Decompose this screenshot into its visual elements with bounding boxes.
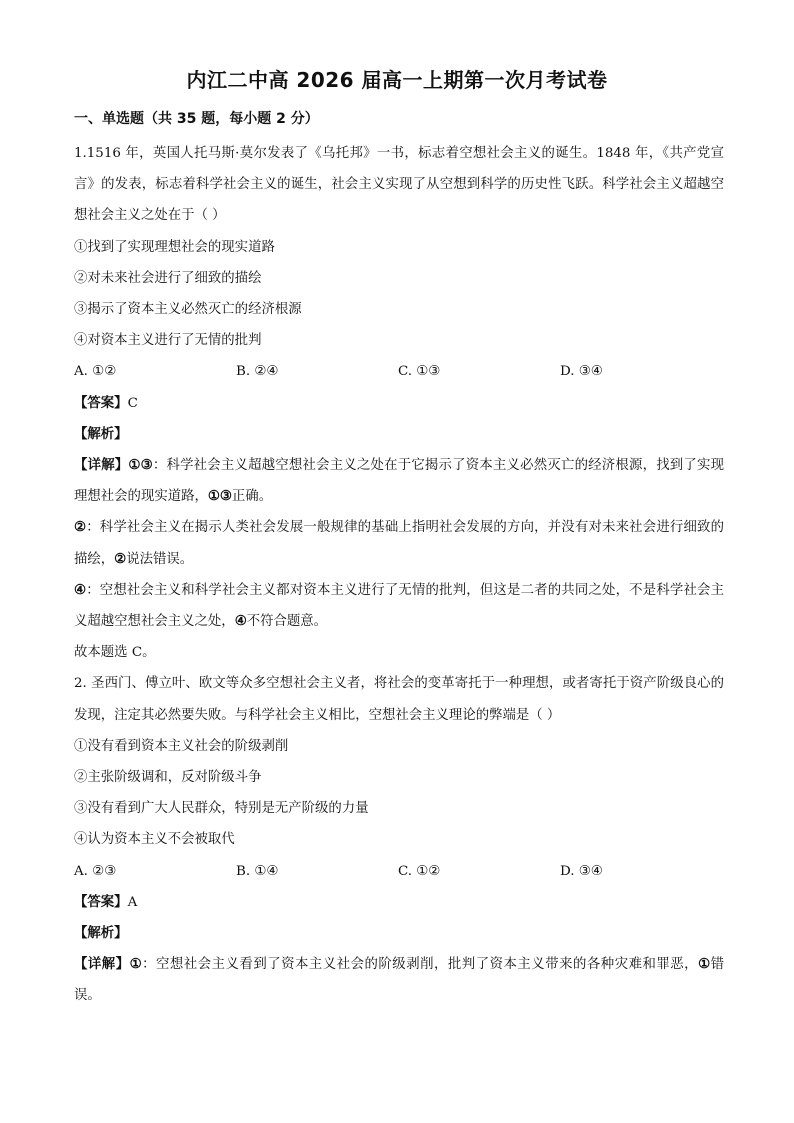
- question-1-option-a: A. ①②: [74, 364, 117, 380]
- detail-end: 不符合题意。: [246, 614, 328, 630]
- question-2-analysis: [74, 918, 724, 949]
- answer-tag: 【答案】: [74, 395, 128, 411]
- question-2-item-1: ①没有看到资本主义社会的阶级剥削: [74, 738, 289, 754]
- answer-value: A: [127, 894, 138, 910]
- questions: [74, 138, 724, 1012]
- detail-mark: ④: [74, 581, 87, 598]
- analysis-tag: 【解析】: [74, 426, 128, 442]
- detail-mark: ②: [74, 519, 87, 536]
- detail-mark: ①③: [207, 488, 232, 505]
- detail-end: 错误。: [74, 957, 724, 1004]
- detail-end: 正确。: [231, 489, 273, 505]
- question-2-detail-1: [74, 949, 724, 1011]
- detail-text: ：科学社会主义超越空想社会主义之处在于它揭示了资本主义必然灭亡的经济根源，找到了实现理想社会的现实道路，: [74, 458, 724, 505]
- question-1-detail-1: [74, 450, 724, 512]
- question-2-option-a: A. ②③: [74, 863, 117, 879]
- question-1-analysis: [74, 419, 724, 450]
- detail-text: ：空想社会主义和科学社会主义都对资本主义进行了无情的批判，但这是二者的共同之处，不是科学社会主义超越空想社会主义之处，: [74, 582, 725, 630]
- question-1-option-c: C. ①③: [398, 364, 441, 380]
- question-2-item-2: ②主张阶级调和，反对阶级斗争: [74, 770, 262, 786]
- detail-mark: ①: [129, 956, 143, 973]
- question-2-options: [74, 856, 724, 887]
- detail-text: ：科学社会主义在揭示人类社会发展一般规律的基础上指明社会发展的方向，并没有对未来社会进行细致的描绘，: [74, 520, 725, 567]
- question-2-option-c: C. ①②: [398, 863, 441, 879]
- question-2-stem: 2. 圣西门、傅立叶、欧文等众多空想社会主义者，将社会的变革寄托于一种理想，或者寄托于资产阶级良心的发现，注定其必然要失败。与科学社会主义相比，空想社会主义理论的弊端是（ ）: [74, 676, 724, 723]
- question-2-answer: [74, 887, 724, 918]
- detail-mark: ②: [114, 550, 127, 567]
- detail-tag: 【详解】: [74, 957, 130, 973]
- answer-value: C: [127, 395, 138, 411]
- section-heading: 一、单选题（共 35 题，每小题 2 分）: [74, 111, 319, 127]
- detail-tag: 【详解】: [74, 458, 129, 474]
- detail-mark: ①③: [128, 457, 153, 474]
- question-1-stem: 1.1516 年，英国人托马斯·莫尔发表了《乌托邦》一书，标志着空想社会主义的诞生。1848 年，《共产党宣言》的发表，标志着科学社会主义的诞生，社会主义实现了从空想到科学的历史性飞跃。科学社会主义超越空想社会主义之处在于（ ）: [74, 146, 724, 224]
- question-1-item-4: ④对资本主义进行了无情的批判: [74, 333, 262, 349]
- question-1-options: [74, 356, 724, 387]
- detail-text: ：空想社会主义看到了资本主义社会的阶级剥削，批判了资本主义带来的各种灾难和罪恶，: [142, 957, 699, 973]
- question-2-item-4: ④认为资本主义不会被取代: [74, 832, 235, 848]
- question-1-detail-3: [74, 575, 724, 637]
- question-2-item-3: ③没有看到广大人民群众，特别是无产阶级的力量: [74, 801, 369, 817]
- detail-mark: ④: [234, 613, 247, 630]
- analysis-tag: 【解析】: [74, 926, 128, 942]
- question-1-conclusion: 故本题选 C。: [74, 645, 156, 661]
- question-1-item-1: ①找到了实现理想社会的现实道路: [74, 239, 275, 255]
- question-2-option-b: B. ①④: [236, 863, 279, 879]
- detail-end: 说法错误。: [126, 551, 194, 567]
- question-1-item-3: ③揭示了资本主义必然灭亡的经济根源: [74, 302, 302, 318]
- question-1-answer: [74, 388, 724, 419]
- question-1-detail-2: [74, 512, 724, 574]
- question-1-item-2: ②对未来社会进行了细致的描绘: [74, 270, 262, 286]
- question-2-option-d: D. ③④: [560, 863, 603, 879]
- detail-mark: ①: [698, 956, 711, 973]
- page-title: 内江二中高 2026 届高一上期第一次月考试卷: [186, 68, 608, 92]
- answer-tag: 【答案】: [74, 894, 128, 910]
- question-1-option-d: D. ③④: [560, 364, 603, 380]
- question-1-option-b: B. ②④: [236, 364, 279, 380]
